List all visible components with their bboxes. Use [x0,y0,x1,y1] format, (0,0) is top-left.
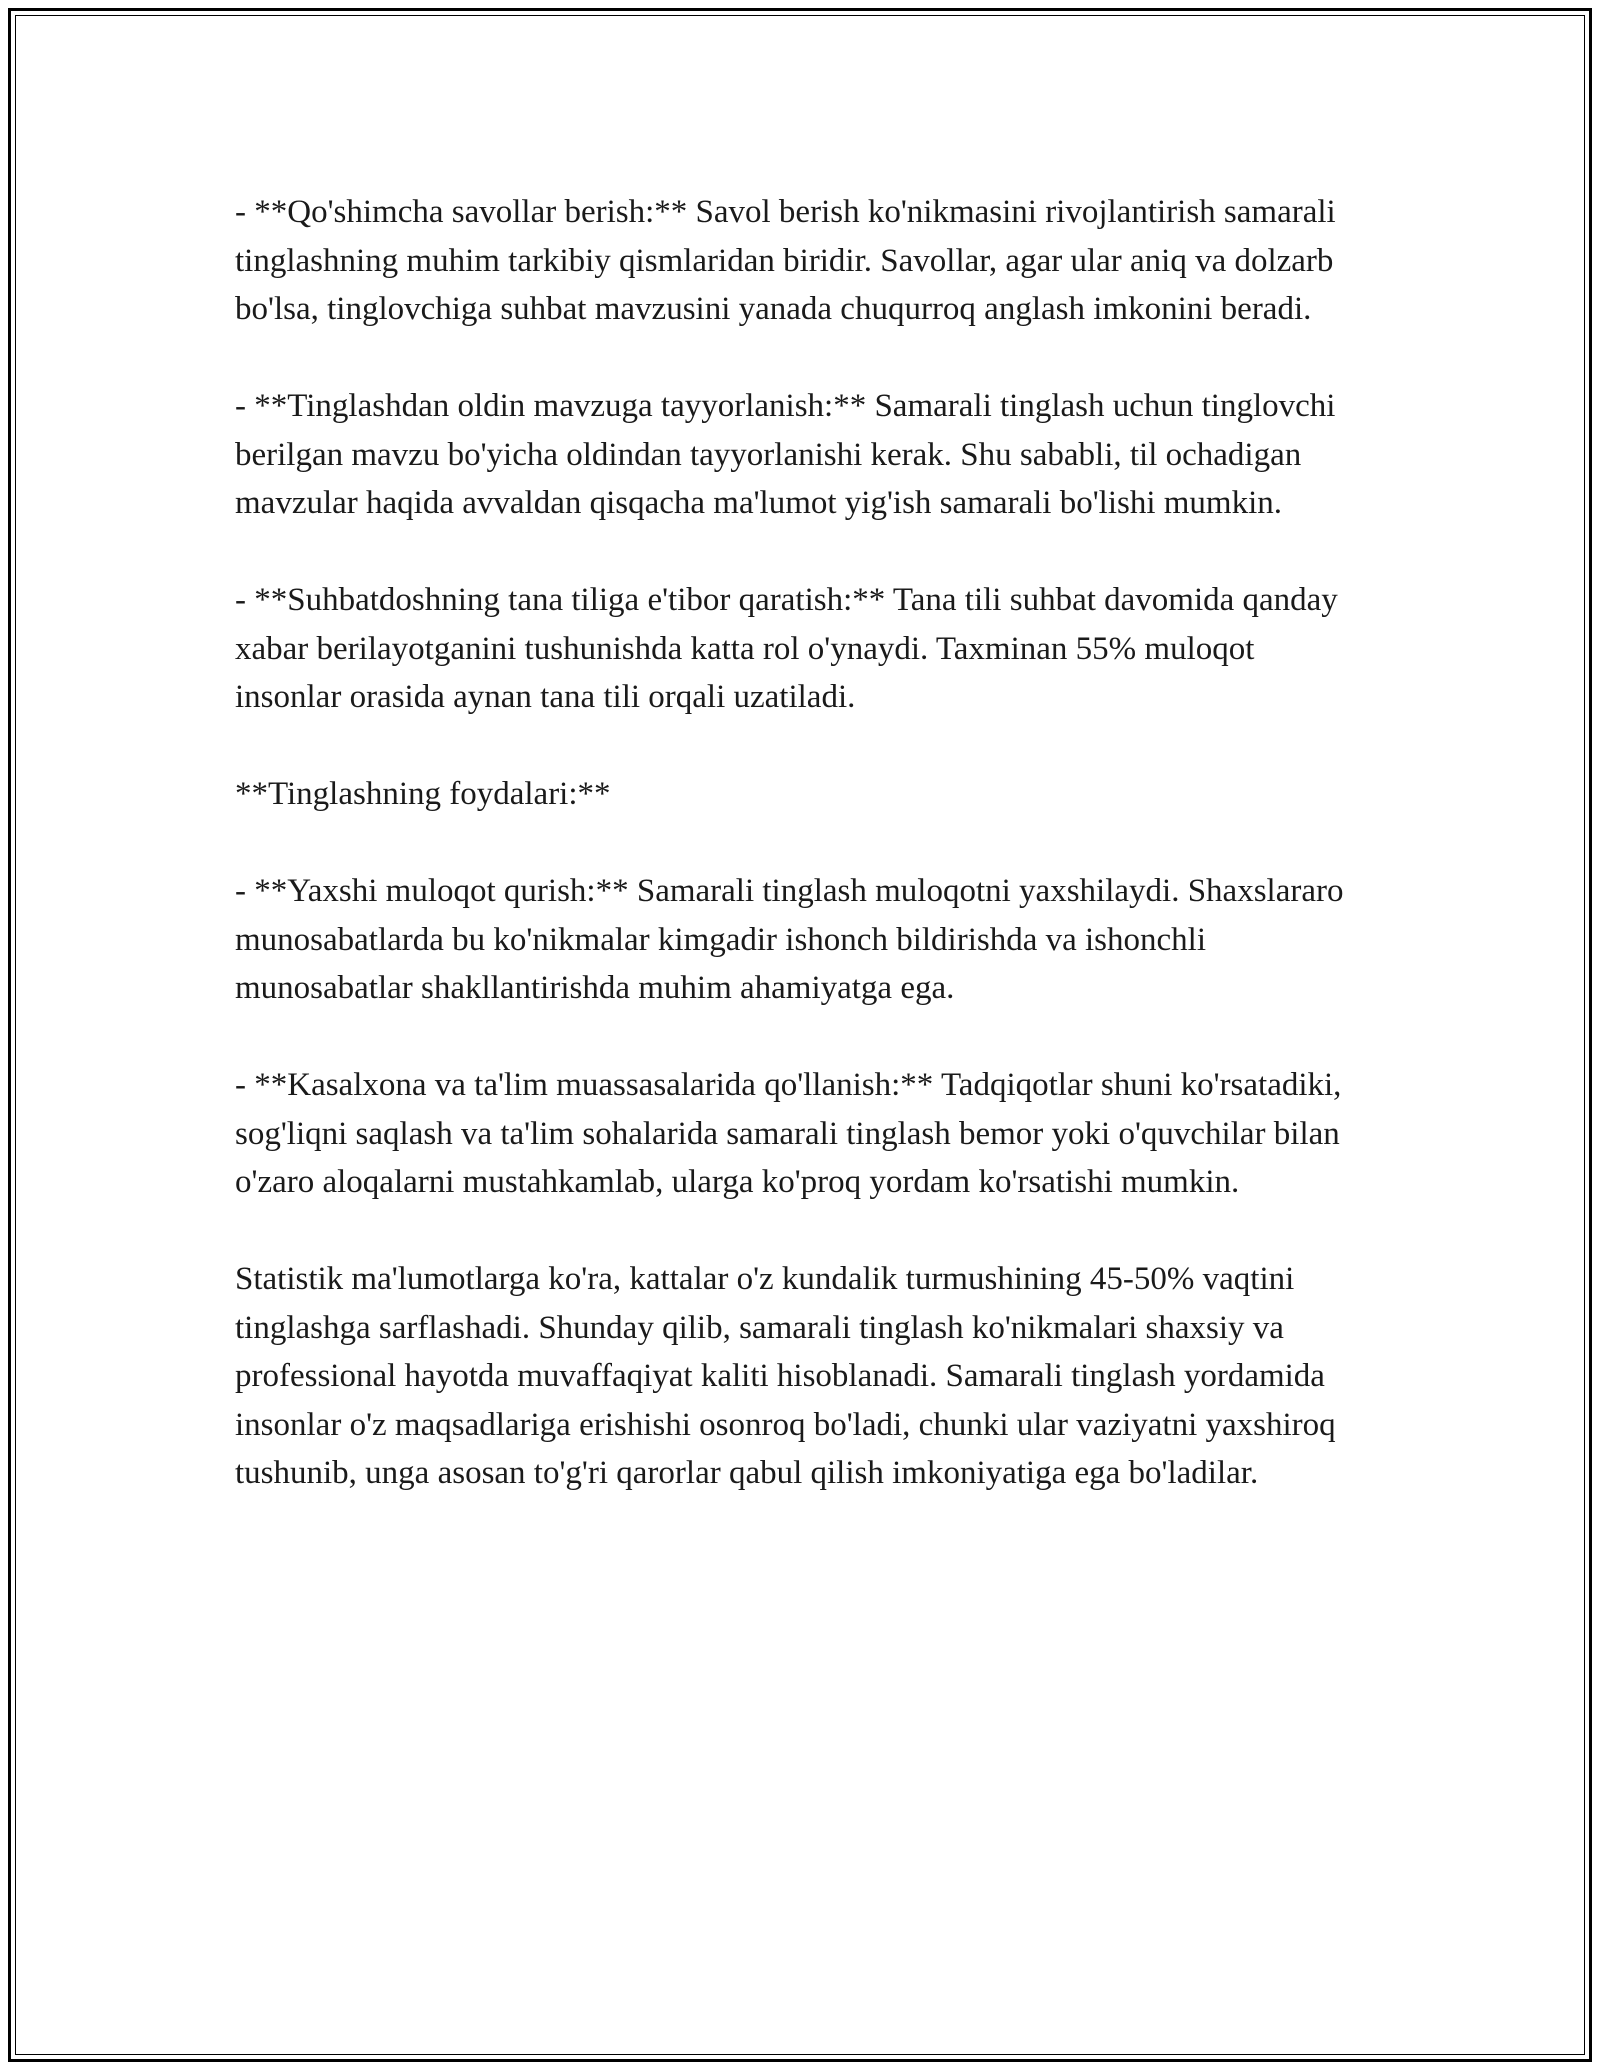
paragraph-body-language: - **Suhbatdoshning tana tiliga e'tibor qaratish:** Tana tili suhbat davomida qanday xabar berilayotganini tushunishda katta rol o'ynaydi. Taxminan 55% muloqot insonlar orasida aynan tana tili orqali uzatiladi. [235,582,1338,715]
paragraph-topic-preparation: - **Tinglashdan oldin mavzuga tayyorlanish:** Samarali tinglash uchun tinglovchi berilgan mavzu bo'yicha oldindan tayyorlanishi kerak. Shu sababli, til ochadigan mavzular haqida avvaldan qisqacha ma'lumot yig'ish samarali bo'lishi mumkin. [235,388,1336,521]
section-heading-benefits: **Tinglashning foydalari:** [235,776,611,812]
paragraph-hospital-education: - **Kasalxona va ta'lim muassasalarida qo'llanish:** Tadqiqotlar shuni ko'rsatadiki, sog'liqni saqlash va ta'lim sohalarida samarali tinglash bemor yoki o'quvchilar bilan o'zaro aloqalarni mustahkamlab, ularga ko'proq yordam ko'rsatishi mumkin. [235,1067,1342,1200]
paragraph-good-communication: - **Yaxshi muloqot qurish:** Samarali tinglash muloqotni yaxshilaydi. Shaxslararo munosabatlarda bu ko'nikmalar kimgadir ishonch bildirishda va ishonchli munosabatlar shakllantirishda muhim ahamiyatga ega. [235,873,1344,1006]
paragraph-statistics: Statistik ma'lumotlarga ko'ra, kattalar o'z kundalik turmushining 45-50% vaqtini tinglashga sarflashadi. Shunday qilib, samarali tinglash ko'nikmalari shaxsiy va professional hayotda muvaffaqiyat kaliti hisoblanadi. Samarali tinglash yordamida insonlar o'z maqsadlariga erishishi osonroq bo'ladi, chunki ular vaziyatni yaxshiroq tushunib, unga asosan to'g'ri qarorlar qabul qilish imkoniyatiga ega bo'ladilar. [235,1261,1336,1491]
document-body [235,188,1365,1498]
paragraph-follow-up-questions: - **Qo'shimcha savollar berish:** Savol berish ko'nikmasini rivojlantirish samarali tinglashning muhim tarkibiy qismlaridan biridir. Savollar, agar ular aniq va dolzarb bo'lsa, tinglovchiga suhbat mavzusini yanada chuqurroq anglash imkonini beradi. [235,194,1336,327]
